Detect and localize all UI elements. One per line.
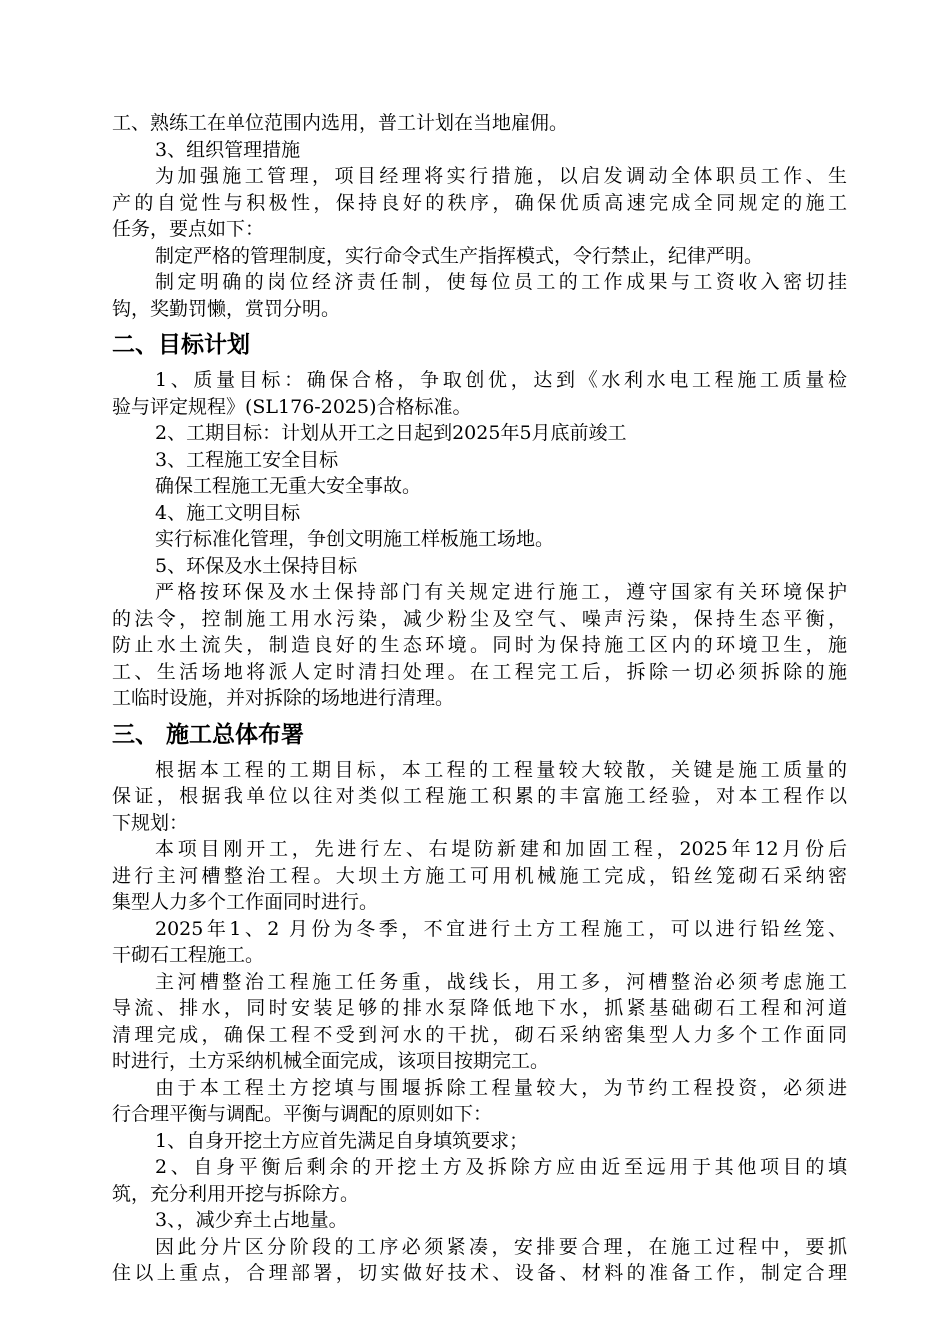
paragraph-line: 1、质量目标：确保合格，争取创优，达到《水利水电工程施工质量检 [155, 369, 847, 391]
paragraph-line: 保证，根据我单位以往对类似工程施工积累的丰富施工经验，对本工程作以 [112, 785, 847, 807]
paragraph-line: 本项目刚开工，先进行左、右堤防新建和加固工程，2025年12月份后 [155, 838, 847, 860]
paragraph-line: 2025年1、2 月份为冬季，不宜进行土方工程施工，可以进行铅丝笼、 [155, 917, 847, 940]
paragraph-line: 行合理平衡与调配。平衡与调配的原则如下： [112, 1103, 493, 1125]
subheading-line: 3、工程施工安全目标 [155, 448, 339, 471]
paragraph-line: 清理完成，确保工程不受到河水的干扰，砌石采纳密集型人力多个工作面同 [112, 1023, 847, 1046]
paragraph-line: 集型人力多个工作面同时进行。 [112, 891, 379, 913]
section-heading-target-plan: 二、目标计划 [112, 332, 250, 358]
section-3-body [112, 757, 847, 1287]
subheading-line: 4、施工文明目标 [155, 501, 301, 524]
paragraph-line: 工、熟练工在单位范围内选用，普工计划在当地雇佣。 [112, 112, 569, 134]
paragraph-line: 防止水土流失，制造良好的生态环境。同时为保持施工区内的环境卫生，施 [112, 634, 847, 656]
section-heading-overall-layout: 三、 施工总体布署 [112, 721, 305, 748]
paragraph-line: 工临时设施，并对拆除的场地进行清理。 [112, 687, 455, 709]
paragraph-line: 钩，奖勤罚懒，赏罚分明。 [112, 297, 341, 320]
paragraph-line: 根据本工程的工期目标，本工程的工程量较大较散，关键是施工质量的 [155, 758, 847, 781]
paragraph-line: 主河槽整治工程施工任务重，战线长，用工多，河槽整治必须考虑施工 [155, 970, 847, 993]
paragraph-line: 干砌石工程施工。 [112, 944, 265, 966]
paragraph-line: 制定明确的岗位经济责任制，使每位员工的工作成果与工资收入密切挂 [155, 271, 847, 293]
section-2-body [112, 367, 847, 712]
subheading-line: 5、环保及水土保持目标 [155, 554, 358, 577]
paragraph-line: 2、工期目标：计划从开工之日起到2025年5月底前竣工 [155, 422, 627, 444]
subheading-line: 3、组织管理措施 [155, 138, 301, 161]
paragraph-line: 因此分片区分阶段的工序必须紧凑，安排要合理，在施工过程中，要抓 [155, 1235, 847, 1258]
paragraph-line: 任务，要点如下： [112, 218, 265, 240]
paragraph-line: 工、生活场地将派人定时清扫处理。在工程完工后，拆除一切必须拆除的施 [112, 660, 847, 683]
paragraph-line: 的法令，控制施工用水污染，减少粉尘及空气、噪声污染，保持生态平衡， [112, 607, 847, 630]
paragraph-line: 产的自觉性与积极性，保持良好的秩序，确保优质高速完成全同规定的施工 [112, 191, 847, 214]
paragraph-line: 3、，减少弃土占地量。 [155, 1209, 348, 1231]
paragraph-line: 1、自身开挖土方应首先满足自身填筑要求； [155, 1129, 529, 1152]
paragraph-line: 2、自身平衡后剩余的开挖土方及拆除方应由近至远用于其他项目的填 [155, 1156, 847, 1178]
paragraph-line: 下规划： [112, 811, 189, 834]
top-block [112, 110, 847, 322]
paragraph-line: 严格按环保及水土保持部门有关规定进行施工，遵守国家有关环境保护 [155, 581, 847, 603]
paragraph-line: 住以上重点，合理部署，切实做好技术、设备、材料的准备工作，制定合理 [112, 1262, 847, 1284]
paragraph-line: 实行标准化管理，争创文明施工样板施工场地。 [155, 528, 555, 550]
paragraph-line: 制定严格的管理制度，实行命令式生产指挥模式，令行禁止，纪律严明。 [155, 244, 764, 267]
paragraph-line: 进行主河槽整治工程。大坝土方施工可用机械施工完成，铅丝笼砌石采纳密 [112, 864, 847, 887]
document-page [112, 110, 847, 1287]
paragraph-line: 为加强施工管理，项目经理将实行措施，以启发调动全体职员工作、生 [155, 165, 847, 187]
paragraph-line: 筑，充分利用开挖与拆除方。 [112, 1182, 360, 1205]
paragraph-line: 确保工程施工无重大安全事故。 [155, 475, 422, 497]
paragraph-line: 由于本工程土方挖填与围堰拆除工程量较大，为节约工程投资，必须进 [155, 1076, 847, 1099]
paragraph-line: 导流、排水，同时安装足够的排水泵降低地下水，抓紧基础砌石工程和河道 [112, 997, 847, 1019]
paragraph-line: 验与评定规程》(SL176-2025)合格标准。 [112, 395, 472, 418]
paragraph-line: 时进行，土方采纳机械全面完成，该项目按期完工。 [112, 1050, 550, 1072]
